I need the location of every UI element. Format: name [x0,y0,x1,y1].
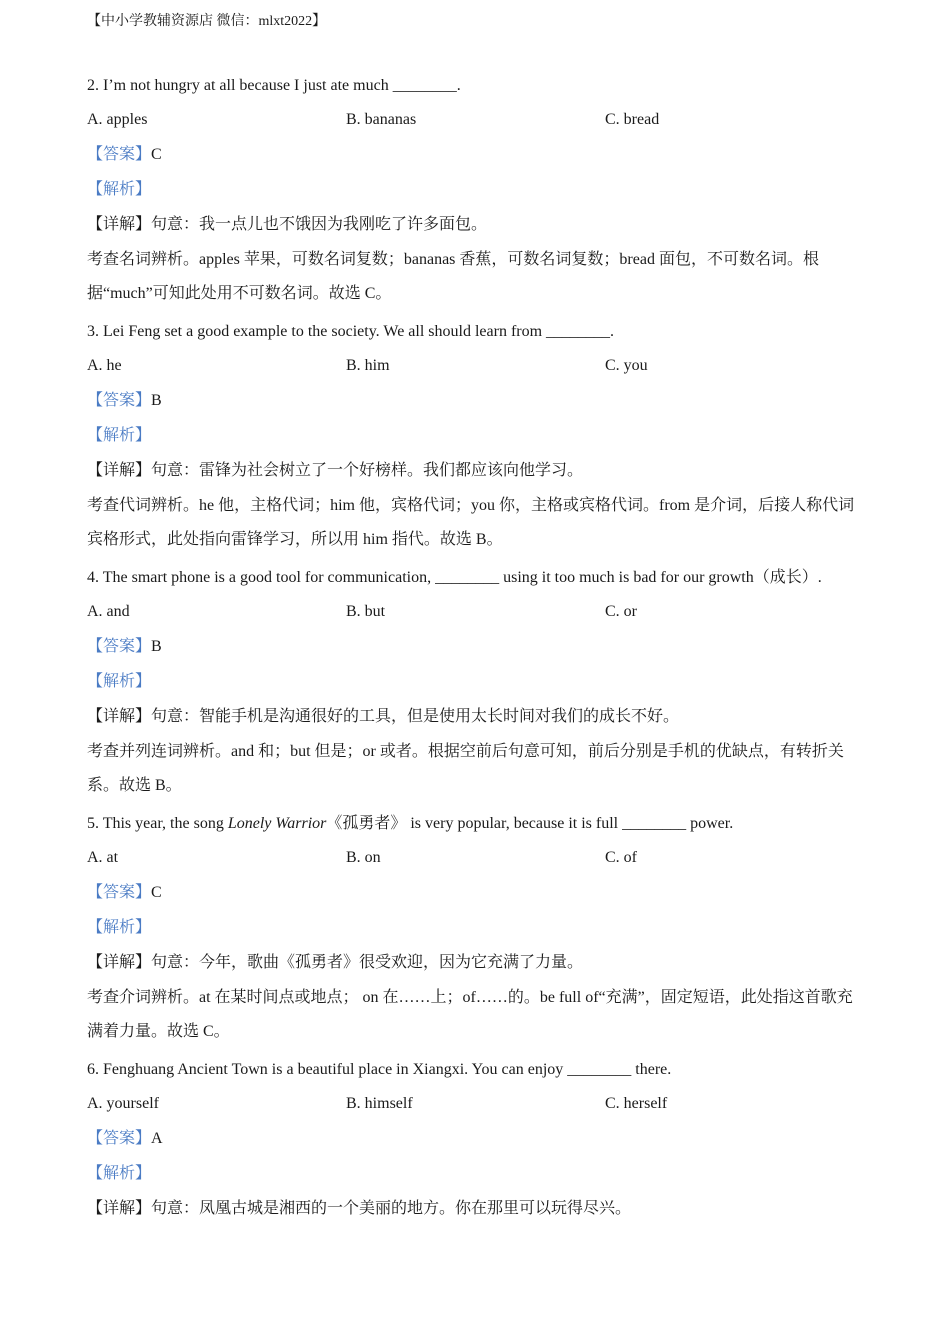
stem-suffix: 《孤勇者》 is very popular, because it is full ________ power. [326,815,734,832]
option-a: A. he [87,357,122,374]
option-b: B. him [346,357,390,374]
detail-line [87,461,862,481]
option-c: C. or [605,603,637,620]
question-stem: 4. The smart phone is a good tool for communication, ________ using it too much is bad for our growth（成长）. [87,569,822,586]
options-row [87,602,862,622]
question-stem [87,814,862,834]
question-6 [87,1060,862,1219]
song-title: Lonely Warrior [227,815,327,832]
detail-text: 句意：今年，歌曲《孤勇者》很受欢迎，因为它充满了力量。 [151,954,584,971]
answer-label: 【答案】 [87,146,152,163]
detail-line [87,215,862,235]
option-b: B. bananas [346,111,417,128]
detail-label: 【详解】 [87,462,152,479]
detail-text: 句意：我一点儿也不饿因为我刚吃了许多面包。 [151,216,488,233]
answer-line [87,637,862,657]
detail-line [87,1199,862,1219]
answer-label: 【答案】 [87,1130,152,1147]
detail-text: 句意：智能手机是沟通很好的工具，但是使用太长时间对我们的成长不好。 [151,708,680,725]
answer-value: B [151,638,162,655]
detail-label: 【详解】 [87,1200,152,1217]
stem-prefix: 5. This year, the song [87,815,228,832]
option-b: B. on [346,849,381,866]
explanation: 考查代词辨析。he 他，主格代词；him 他，宾格代词；you 你，主格或宾格代词。from 是介词，后接人称代词宾格形式，此处指向雷锋学习，所以用 him 指代。故选 B。 [87,497,855,548]
option-b: B. but [346,603,386,620]
answer-line [87,391,862,411]
question-stem: 3. Lei Feng set a good example to the society. We all should learn from ________. [87,323,615,340]
answer-label: 【答案】 [87,884,152,901]
question-3 [87,322,862,557]
detail-label: 【详解】 [87,216,152,233]
question-stem: 2. I’m not hungry at all because I just ate much ________. [87,77,461,94]
answer-value: B [151,392,162,409]
answer-label: 【答案】 [87,638,152,655]
analysis-label: 【解析】 [87,181,152,198]
detail-line [87,953,862,973]
answer-line [87,1129,862,1149]
explanation: 考查介词辨析。at 在某时间点或地点； on 在……上；of……的。be full of“充满”，固定短语，此处指这首歌充满着力量。故选 C。 [87,989,853,1040]
detail-text: 句意：凤凰古城是湘西的一个美丽的地方。你在那里可以玩得尽兴。 [151,1200,632,1217]
analysis-label: 【解析】 [87,1165,152,1182]
detail-label: 【详解】 [87,708,152,725]
options-row [87,356,862,376]
question-5 [87,814,862,1049]
analysis-label: 【解析】 [87,427,152,444]
answer-line [87,883,862,903]
options-row [87,1094,862,1114]
options-row [87,848,862,868]
answer-line [87,145,862,165]
option-a: A. yourself [87,1095,159,1112]
question-2 [87,76,862,311]
detail-label: 【详解】 [87,954,152,971]
option-c: C. herself [605,1095,668,1112]
analysis-label: 【解析】 [87,673,152,690]
options-row [87,110,862,130]
answer-value: C [151,146,162,163]
option-a: A. at [87,849,119,866]
option-c: C. bread [605,111,660,128]
page-header: 【中小学教辅资源店 微信：mlxt2022】 [87,14,327,29]
option-c: C. you [605,357,648,374]
analysis-label: 【解析】 [87,919,152,936]
question-stem: 6. Fenghuang Ancient Town is a beautiful place in Xiangxi. You can enjoy ________ there. [87,1061,672,1078]
detail-line [87,707,862,727]
detail-text: 句意：雷锋为社会树立了一个好榜样。我们都应该向他学习。 [151,462,584,479]
answer-value: A [151,1130,163,1147]
answer-value: C [151,884,162,901]
explanation: 考查并列连词辨析。and 和；but 但是；or 或者。根据空前后句意可知，前后分别是手机的优缺点，有转折关系。故选 B。 [87,743,844,794]
option-b: B. himself [346,1095,413,1112]
explanation: 考查名词辨析。apples 苹果，可数名词复数；bananas 香蕉，可数名词复数；bread 面包，不可数名词。根据“much”可知此处用不可数名词。故选 C。 [87,251,819,302]
option-a: A. apples [87,111,148,128]
option-a: A. and [87,603,130,620]
question-4 [87,568,862,803]
answer-label: 【答案】 [87,392,152,409]
option-c: C. of [605,849,637,866]
